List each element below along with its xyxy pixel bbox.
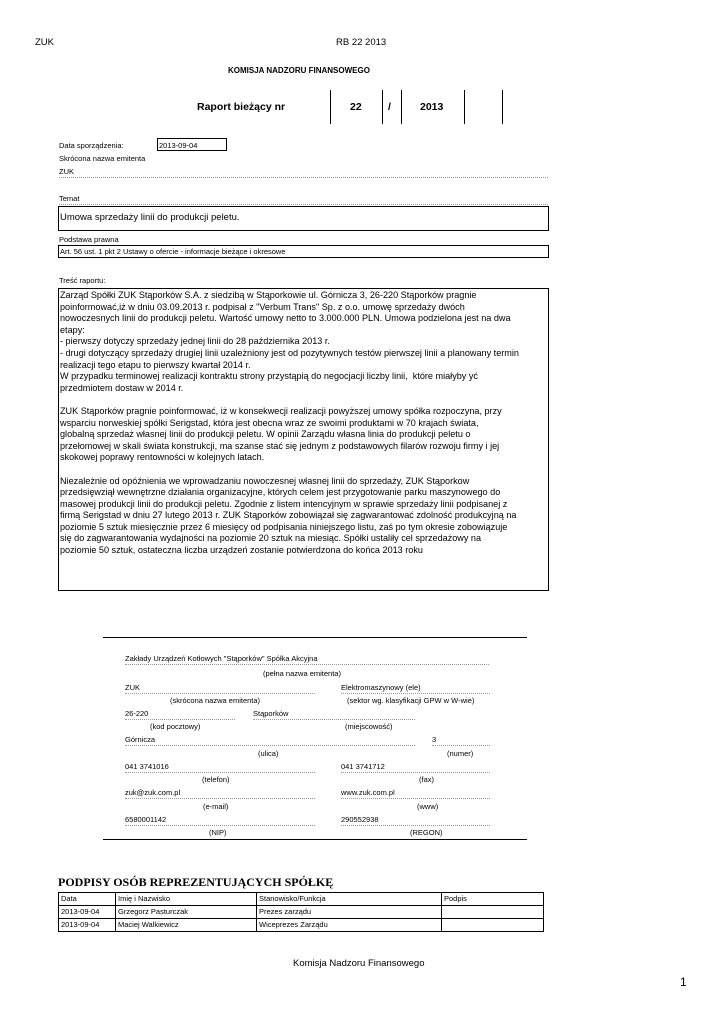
- company-block-bottom: [103, 839, 527, 840]
- company-phone: 041 3741016: [125, 762, 315, 773]
- table-row: [59, 906, 544, 919]
- legal-basis-label: Podstawa prawna: [59, 235, 119, 244]
- sig-date: 2013-09-04: [59, 919, 116, 932]
- company-short-name-caption: (skrócona nazwa emitenta): [170, 696, 261, 705]
- company-phone-caption: (telefon): [202, 775, 230, 784]
- sig-signature: [442, 906, 544, 919]
- company-city: Stąporków: [253, 709, 415, 720]
- company-short-name: ZUK: [125, 683, 315, 694]
- company-www: www.zuk.com.pl: [341, 788, 490, 799]
- company-sector-caption: (sektor wg. klasyfikacji GPW w W-wie): [347, 696, 475, 705]
- company-full-name: Zakłady Urządzeń Kotłowych "Stąporków" Spółka Akcyjna: [125, 654, 489, 665]
- report-year-box: [401, 90, 503, 124]
- sig-signature: [442, 919, 544, 932]
- company-fax: 041 3741712: [341, 762, 490, 773]
- report-label: Raport bieżący nr: [197, 101, 286, 113]
- signatures-table: [58, 892, 544, 932]
- company-city-caption: (miejscowość): [345, 722, 393, 731]
- company-block-divider: [103, 637, 527, 638]
- sig-date: 2013-09-04: [59, 906, 116, 919]
- company-regon: 290552938: [341, 815, 490, 826]
- topic-label: Temat: [59, 194, 548, 205]
- sig-header-name: Imię i Nazwisko: [116, 893, 257, 906]
- company-number-caption: (numer): [447, 749, 474, 758]
- signatures-title: PODPISY OSÓB REPREZENTUJĄCYCH SPÓŁKĘ: [58, 875, 334, 889]
- sig-person: Maciej Walkiewicz: [116, 919, 257, 932]
- sig-person: Grzegorz Pasturczak: [116, 906, 257, 919]
- company-email-caption: (e-mail): [203, 802, 229, 811]
- content-label: Treść raportu:: [59, 276, 106, 285]
- footer-text: Komisja Nadzoru Finansowego: [293, 958, 425, 969]
- topic-value: Umowa sprzedaży linii do produkcji peletu.: [58, 206, 549, 231]
- company-nip: 6580001142: [125, 815, 315, 826]
- authority-title: KOMISJA NADZORU FINANSOWEGO: [228, 66, 370, 75]
- sig-position: Wiceprezes Zarządu: [257, 919, 442, 932]
- date-value: 2013-09-04: [157, 138, 227, 151]
- company-email: zuk@zuk.com.pl: [125, 788, 315, 799]
- company-sector: Elektromaszynowy (ele): [341, 683, 490, 694]
- company-postal-caption: (kod pocztowy): [150, 722, 201, 731]
- date-label: Data sporządzenia:: [59, 141, 124, 150]
- company-nip-caption: (NIP): [209, 828, 227, 837]
- sig-position: Prezes zarządu: [257, 906, 442, 919]
- short-name-label: Skrócona nazwa emitenta: [59, 154, 146, 163]
- company-fax-caption: (fax): [419, 775, 434, 784]
- legal-basis-value: Art. 56 ust. 1 pkt 2 Ustawy o ofercie - informacje bieżące i okresowe: [58, 245, 549, 258]
- company-number: 3: [432, 735, 490, 746]
- table-row: [59, 919, 544, 932]
- company-street: Górnicza: [125, 735, 415, 746]
- company-street-caption: (ulica): [258, 749, 279, 758]
- report-year-divider: [464, 90, 465, 124]
- sig-header-position: Stanowisko/Funkcja: [257, 893, 442, 906]
- report-year: 2013: [420, 101, 444, 113]
- sig-header-date: Data: [59, 893, 116, 906]
- header-center: RB 22 2013: [336, 37, 387, 48]
- sig-header-signature: Podpis: [442, 893, 544, 906]
- report-number: 22: [350, 101, 362, 113]
- report-content: Zarząd Spółki ZUK Stąporków S.A. z siedzibą w Stąporkowie ul. Górnicza 3, 26-220 Stąporków pragnie poinformować,iż w dniu 03.09.2013 r. podpisał z "Verbum Trans" Sp. z o.o. umowę sprzedaży dwóch nowoczesnych linii do produkcji peletu. Wartość umowy netto to 3.000.000 PLN. Umowa podzielona jest na dwa etapy: - pierwszy dotyczy sprzedaży jednej linii do 28 października 2013 r. - drugi dotyczący sprzedaży drugiej linii uzależniony jest od pozytywnych testów pierwszej linii a planowany termin realizacji tego etapu to pierwszy kwartał 2014 r. W przypadku terminowej realizacji kontraktu strony przystąpią do negocjacji liczby linii, które miałyby yć przedmiotem dostaw w 2014 r. ZUK Stąporków pragnie poinformować, iż w konsekwecji realizacji powyższej umowy spółka rozpoczyna, przy wsparciu norweskiej spółki Serigstad, która jest obecna wraz ze swoimi produktami w 70 krajach świata, globalną sprzedaż własnej linii do produkcji peletu. W opinii Zarządu własna linia do produkcji peletu o przełomowej w skali świata konstrukcji, ma szanse stać się jednym z podstawowych filarów rozwoju firmy i jej skokowej poprawy rentowności w kolejnych latach. Niezależnie od opóźnienia we wprowadzaniu nowoczesnej własnej linii do sprzedaży, ZUK Stąporkow przedsięwziął wewnętrzne działania organizacyjne, których celem jest przygotowanie parku maszynowego do masowej produkcji linii do produkcji peletu. Zgodnie z listem intencyjnym w sprawie sprzedaży linii podpisanej z firmą Serigstad w dniu 27 lutego 2013 r. ZUK Stąporków zobowiązał się zagwarantować zdolność produkcyjną na poziomie 5 sztuk miesięcznie przez 6 miesięcy od podpisania niniejszego listu, zaś po tym okresie zobowiązuje się do zagwarantowania wydajności na poziomie 20 sztuk na miesiąc. Spółki ustaliły cel sprzedażowy na poziomie 50 sztuk, ostateczna liczba urządzeń zostanie potwierdzona do końca 2013 roku: [58, 288, 549, 591]
- company-full-name-caption: (pełna nazwa emitenta): [263, 669, 341, 678]
- page-number: 1: [680, 975, 687, 989]
- report-separator: /: [388, 101, 391, 113]
- company-regon-caption: (REGON): [410, 828, 443, 837]
- company-postal-code: 26-220: [125, 709, 235, 720]
- company-www-caption: (www): [417, 802, 439, 811]
- short-name-value: ZUK: [59, 167, 548, 178]
- signatures-header-row: [59, 893, 544, 906]
- header-left: ZUK: [35, 37, 54, 48]
